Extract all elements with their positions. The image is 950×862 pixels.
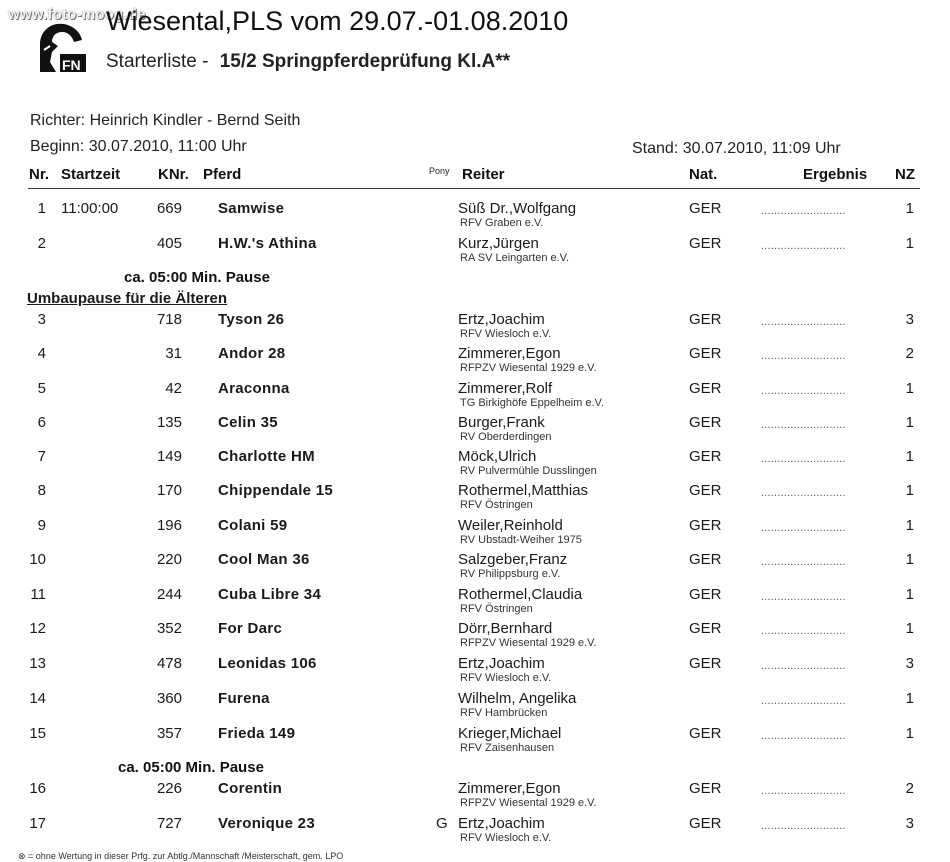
entry-number: 3	[37, 311, 46, 328]
entry-result-placeholder: ..........................	[761, 785, 846, 797]
entry-rider-name: Krieger,Michael	[458, 725, 562, 742]
entry-nz: 1	[905, 380, 914, 397]
entry-rider-name: Ertz,Joachim	[458, 815, 545, 832]
table-row	[0, 345, 950, 381]
entry-rider-name: Weiler,Reinhold	[458, 517, 563, 534]
entry-nz: 2	[905, 780, 914, 797]
entry-horse-number: 360	[156, 690, 182, 707]
page-title: Wiesental,PLS vom 29.07.-01.08.2010	[106, 6, 569, 36]
entry-horse-number: 170	[156, 482, 182, 499]
watermark: www.foto-moog.de	[8, 6, 146, 23]
entry-horse-name: Araconna	[218, 380, 290, 397]
entry-club: RV Philippsburg e.V.	[460, 568, 561, 580]
entry-horse-name: Cool Man 36	[218, 551, 310, 568]
entry-horse-name: Veronique 23	[218, 815, 315, 832]
competition-name: 15/2 Springpferdeprüfung Kl.A**	[219, 51, 511, 72]
entry-horse-name: Colani 59	[218, 517, 288, 534]
entry-horse-name: Celin 35	[218, 414, 278, 431]
entry-nationality: GER	[689, 448, 722, 465]
entry-nationality: GER	[689, 200, 722, 217]
table-row	[0, 482, 950, 518]
entry-horse-number: 357	[156, 725, 182, 742]
entry-club: RFV Östringen	[460, 603, 533, 615]
entry-result-placeholder: ..........................	[761, 625, 846, 637]
entry-nationality: GER	[689, 414, 722, 431]
fn-logo	[36, 20, 88, 74]
entry-result-placeholder: ..........................	[761, 419, 846, 431]
page-subtitle	[106, 51, 510, 73]
entry-number: 4	[37, 345, 46, 362]
entry-nz: 1	[905, 725, 914, 742]
entry-result-placeholder: ..........................	[761, 820, 846, 832]
entry-number: 1	[37, 200, 46, 217]
entry-nz: 1	[905, 586, 914, 603]
table-row	[0, 380, 950, 416]
entry-number: 9	[37, 517, 46, 534]
entry-number: 6	[37, 414, 46, 431]
entry-nationality: GER	[689, 345, 722, 362]
entry-horse-number: 135	[156, 414, 182, 431]
table-row	[0, 551, 950, 587]
entry-result-placeholder: ..........................	[761, 695, 846, 707]
entry-club: RFV Wiesloch e.V.	[460, 832, 552, 844]
entry-club: RA SV Leingarten e.V.	[460, 252, 570, 264]
table-row	[0, 620, 950, 656]
table-row	[0, 690, 950, 726]
status-line: Stand: 30.07.2010, 11:09 Uhr	[632, 140, 841, 157]
entry-horse-number: 196	[156, 517, 182, 534]
judges-line: Richter: Heinrich Kindler - Bernd Seith	[30, 112, 301, 129]
entry-rider-name: Zimmerer,Egon	[458, 345, 561, 362]
entry-horse-name: Samwise	[218, 200, 285, 217]
entry-horse-number: 478	[156, 655, 182, 672]
entry-club: RFV Wiesloch e.V.	[460, 672, 552, 684]
rebuild-pause-label: Umbaupause für die Älteren	[27, 290, 228, 307]
entry-rider-name: Salzgeber,Franz	[458, 551, 568, 568]
subtitle-prefix: Starterliste -	[106, 51, 209, 72]
entry-nationality: GER	[689, 586, 722, 603]
entry-horse-number: 405	[156, 235, 182, 252]
entry-number: 15	[29, 725, 46, 742]
entry-horse-number: 31	[165, 345, 182, 362]
start-time-line: Beginn: 30.07.2010, 11:00 Uhr	[30, 138, 247, 155]
entry-nz: 1	[905, 235, 914, 252]
header-divider	[28, 188, 920, 189]
entry-result-placeholder: ..........................	[761, 556, 846, 568]
entry-number: 5	[37, 380, 46, 397]
entry-horse-name: Tyson 26	[218, 311, 285, 328]
entry-result-placeholder: ..........................	[761, 660, 846, 672]
entry-nationality: GER	[689, 235, 722, 252]
entry-horse-name: Chippendale 15	[218, 482, 334, 499]
entry-club: RFV Östringen	[460, 499, 533, 511]
entry-nz: 1	[905, 482, 914, 499]
entry-horse-number: 727	[156, 815, 182, 832]
entry-rider-name: Rothermel,Claudia	[458, 586, 583, 603]
entry-rider-name: Süß Dr.,Wolfgang	[458, 200, 577, 217]
entry-rider-name: Dörr,Bernhard	[458, 620, 553, 637]
entry-result-placeholder: ..........................	[761, 591, 846, 603]
col-header-time: Startzeit	[61, 166, 121, 183]
entry-result-placeholder: ..........................	[761, 487, 846, 499]
entry-horse-name: Cuba Libre 34	[218, 586, 322, 603]
entry-nationality: GER	[689, 655, 722, 672]
table-row	[0, 655, 950, 691]
col-header-nz: NZ	[895, 166, 915, 183]
entry-rider-name: Ertz,Joachim	[458, 655, 545, 672]
entry-club: TG Birkighöfe Eppelheim e.V.	[460, 397, 604, 409]
col-header-knr: KNr.	[158, 166, 189, 183]
col-header-pony: Pony	[429, 166, 450, 176]
entry-nationality: GER	[689, 311, 722, 328]
entry-rider-name: Zimmerer,Rolf	[458, 380, 553, 397]
entry-club: RFPZV Wiesental 1929 e.V.	[460, 637, 597, 649]
entry-nz: 3	[905, 655, 914, 672]
table-row	[0, 414, 950, 450]
col-header-nat: Nat.	[689, 166, 718, 183]
entry-club: RV Pulvermühle Dusslingen	[460, 465, 597, 477]
entry-nz: 1	[905, 551, 914, 568]
entry-nationality: GER	[689, 725, 722, 742]
entry-club: RV Oberderdingen	[460, 431, 552, 443]
table-row	[0, 235, 950, 271]
entry-rider-name: Kurz,Jürgen	[458, 235, 539, 252]
entry-club: RFV Wiesloch e.V.	[460, 328, 552, 340]
entry-number: 14	[29, 690, 46, 707]
entry-result-placeholder: ..........................	[761, 240, 846, 252]
logo-text: FN	[62, 57, 81, 73]
entry-horse-number: 220	[156, 551, 182, 568]
entry-rider-name: Wilhelm, Angelika	[458, 690, 577, 707]
entry-horse-number: 42	[165, 380, 182, 397]
entry-start-time: 11:00:00	[61, 200, 119, 217]
entry-nz: 1	[905, 414, 914, 431]
entry-horse-number: 244	[156, 586, 182, 603]
table-row	[0, 780, 950, 816]
entry-club: RFPZV Wiesental 1929 e.V.	[460, 797, 597, 809]
table-row	[0, 725, 950, 761]
footer-note-text: = ohne Wertung in dieser Prfg. zur Abtlg./Mannschaft /Meisterschaft, gem. LPO	[28, 851, 344, 861]
entry-horse-name: Leonidas 106	[218, 655, 317, 672]
entry-nz: 3	[905, 815, 914, 832]
entry-club: RFV Zaisenhausen	[460, 742, 555, 754]
entry-nz: 1	[905, 200, 914, 217]
entry-pony-flag: G	[436, 815, 448, 832]
entry-rider-name: Möck,Ulrich	[458, 448, 537, 465]
no-rating-icon: ⊗	[18, 851, 29, 861]
entry-number: 12	[29, 620, 46, 637]
entry-number: 8	[37, 482, 46, 499]
entry-number: 16	[29, 780, 46, 797]
entry-result-placeholder: ..........................	[761, 385, 846, 397]
entry-result-placeholder: ..........................	[761, 350, 846, 362]
table-row	[0, 448, 950, 484]
entry-result-placeholder: ..........................	[761, 730, 846, 742]
entry-horse-name: Furena	[218, 690, 270, 707]
entry-nationality: GER	[689, 815, 722, 832]
entry-number: 13	[29, 655, 46, 672]
entry-result-placeholder: ..........................	[761, 205, 846, 217]
entry-nz: 2	[905, 345, 914, 362]
entry-result-placeholder: ..........................	[761, 522, 846, 534]
entry-horse-name: Frieda 149	[218, 725, 296, 742]
entry-rider-name: Ertz,Joachim	[458, 311, 545, 328]
col-header-nr: Nr.	[29, 166, 50, 183]
entry-result-placeholder: ..........................	[761, 453, 846, 465]
table-row	[0, 311, 950, 347]
entry-number: 2	[37, 235, 46, 252]
col-header-rider: Reiter	[462, 166, 505, 183]
entry-club: RFV Graben e.V.	[460, 217, 544, 229]
entry-nz: 1	[905, 517, 914, 534]
table-row	[0, 586, 950, 622]
col-header-result: Ergebnis	[803, 166, 868, 183]
entry-rider-name: Rothermel,Matthias	[458, 482, 589, 499]
entry-nationality: GER	[689, 517, 722, 534]
entry-nationality: GER	[689, 380, 722, 397]
entry-nationality: GER	[689, 780, 722, 797]
entry-club: RFV Hambrücken	[460, 707, 548, 719]
entry-nationality: GER	[689, 482, 722, 499]
table-row	[0, 815, 950, 851]
entry-horse-name: Corentin	[218, 780, 283, 797]
entry-horse-name: H.W.'s Athina	[218, 235, 317, 252]
entry-horse-number: 718	[156, 311, 182, 328]
entry-number: 17	[29, 815, 46, 832]
entry-horse-name: For Darc	[218, 620, 283, 637]
entry-number: 7	[37, 448, 46, 465]
entry-horse-number: 669	[156, 200, 182, 217]
entry-nationality: GER	[689, 620, 722, 637]
entry-nz: 1	[905, 690, 914, 707]
entry-horse-number: 226	[156, 780, 182, 797]
entry-nz: 1	[905, 620, 914, 637]
entry-rider-name: Zimmerer,Egon	[458, 780, 561, 797]
pause-label: ca. 05:00 Min. Pause	[118, 759, 264, 776]
entry-club: RFPZV Wiesental 1929 e.V.	[460, 362, 597, 374]
entry-number: 11	[30, 586, 46, 603]
entry-horse-name: Charlotte HM	[218, 448, 315, 465]
entry-horse-number: 352	[156, 620, 182, 637]
entry-nz: 1	[905, 448, 914, 465]
entry-number: 10	[29, 551, 46, 568]
table-row	[0, 517, 950, 553]
entry-club: RV Ubstadt-Weiher 1975	[460, 534, 582, 546]
entry-nationality: GER	[689, 551, 722, 568]
entry-rider-name: Burger,Frank	[458, 414, 545, 431]
horse-head-logo-icon	[36, 20, 88, 74]
entry-result-placeholder: ..........................	[761, 316, 846, 328]
entry-horse-name: Andor 28	[218, 345, 286, 362]
footer-note	[18, 851, 343, 862]
table-row	[0, 200, 950, 236]
entry-nz: 3	[905, 311, 914, 328]
pause-label: ca. 05:00 Min. Pause	[124, 269, 270, 286]
col-header-horse: Pferd	[203, 166, 242, 183]
entry-horse-number: 149	[156, 448, 182, 465]
